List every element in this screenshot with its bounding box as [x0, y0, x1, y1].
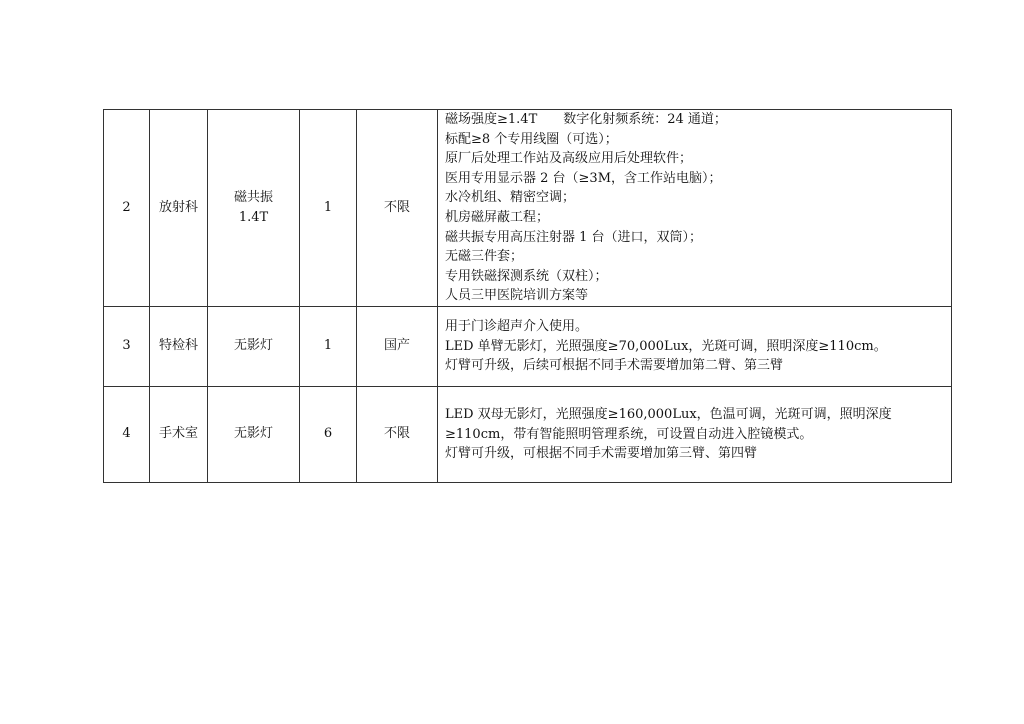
spec-line: 标配≥8 个专用线圈（可选）； — [445, 131, 618, 147]
equipment-cell — [208, 306, 300, 386]
equipment-name: 磁共振 — [233, 189, 273, 205]
spec-cell — [438, 306, 952, 386]
department-name: 特检科 — [158, 338, 198, 354]
spec-line: 灯臂可升级，可根据不同手术需要增加第三臂、第四臂 — [445, 446, 758, 462]
item-number-cell — [104, 386, 150, 482]
spec-cell — [438, 110, 952, 307]
quantity-value: 1 — [323, 199, 333, 215]
spec-line: 机房磁屏蔽工程； — [445, 209, 550, 225]
spec-line: 无磁三件套； — [445, 249, 524, 265]
quantity-value: 6 — [323, 426, 333, 442]
spec-line: 医用专用显示器 2 台（≥3M，含工作站电脑）； — [445, 170, 722, 186]
equipment-name: 无影灯 — [233, 426, 273, 442]
department-cell — [150, 306, 208, 386]
table-row — [104, 386, 952, 482]
spec-line: 磁共振专用高压注射器 1 台（进口，双筒）； — [445, 229, 703, 245]
item-number-cell — [104, 110, 150, 307]
equipment-name: 无影灯 — [233, 338, 273, 354]
equipment-cell — [208, 386, 300, 482]
quantity-cell — [300, 306, 357, 386]
department-cell — [150, 110, 208, 307]
equipment-cell — [208, 110, 300, 307]
spec-line: LED 双母无影灯，光照强度≥160,000Lux，色温可调，光斑可调，照明深度≥110cm，带有智能照明管理系统，可设置自动进入腔镜模式。 — [445, 407, 892, 442]
origin-cell — [357, 386, 438, 482]
quantity-value: 1 — [323, 338, 333, 354]
item-number: 2 — [122, 199, 131, 215]
equipment-model: 1.4T — [238, 209, 269, 225]
spec-line: 用于门诊超声介入使用。 — [445, 319, 589, 335]
origin-value: 不限 — [383, 426, 410, 442]
quantity-cell — [300, 386, 357, 482]
origin-value: 不限 — [383, 199, 410, 215]
item-number: 4 — [122, 426, 131, 442]
spec-line: 原厂后处理工作站及高级应用后处理软件； — [445, 151, 693, 167]
item-number: 3 — [122, 338, 131, 354]
spec-line: 人员三甲医院培训方案等 — [445, 288, 589, 304]
spec-line: 磁场强度≥1.4T 数字化射频系统：24 通道； — [445, 112, 727, 127]
spec-line: 水冷机组、精密空调； — [445, 190, 576, 206]
equipment-spec-table — [103, 109, 952, 483]
quantity-cell — [300, 110, 357, 307]
spec-cell — [438, 386, 952, 482]
department-name: 手术室 — [158, 426, 198, 442]
table-row — [104, 110, 952, 307]
origin-cell — [357, 306, 438, 386]
spec-line: 专用铁磁探测系统（双柱）； — [445, 268, 608, 284]
spec-line: LED 单臂无影灯，光照强度≥70,000Lux，光斑可调，照明深度≥110cm。 — [445, 338, 887, 354]
department-cell — [150, 386, 208, 482]
spec-line: 灯臂可升级，后续可根据不同手术需要增加第二臂、第三臂 — [445, 358, 784, 374]
origin-cell — [357, 110, 438, 307]
department-name: 放射科 — [158, 199, 198, 215]
item-number-cell — [104, 306, 150, 386]
origin-value: 国产 — [383, 338, 410, 354]
table-row — [104, 306, 952, 386]
